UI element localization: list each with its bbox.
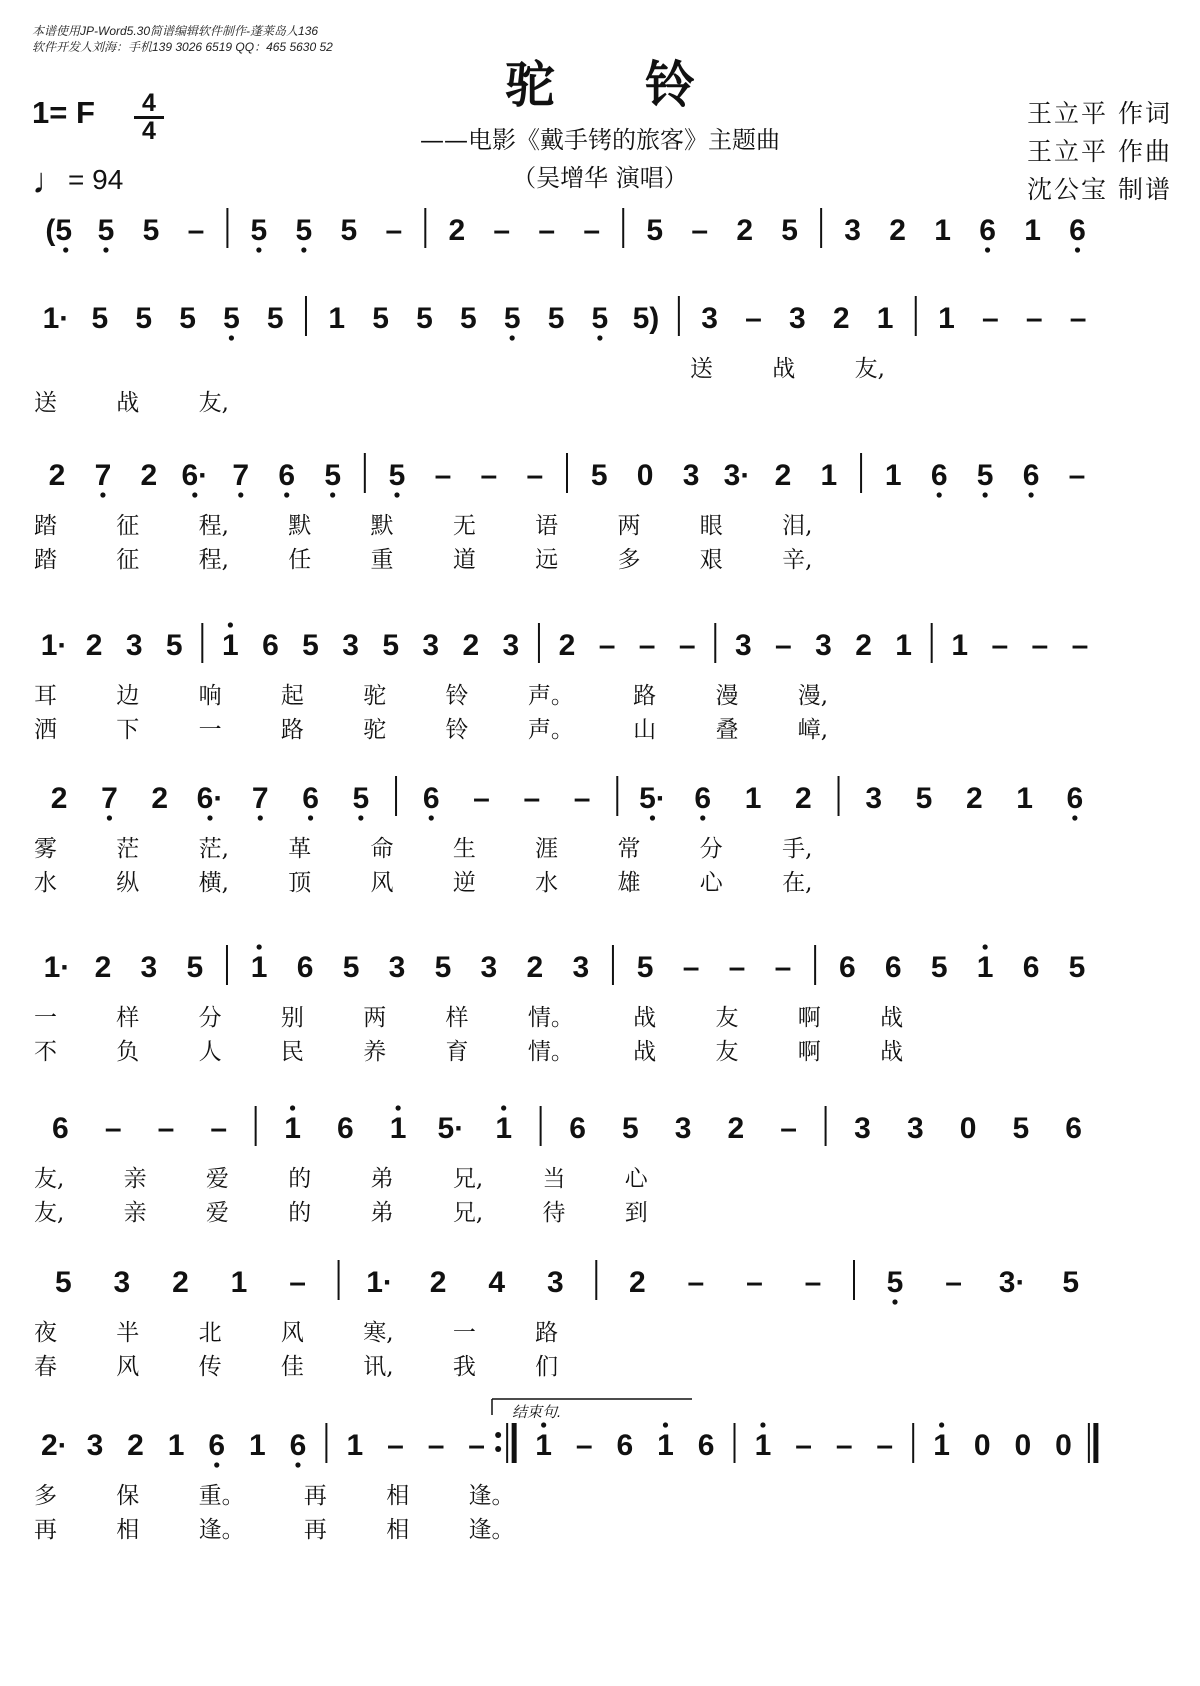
notator-credit: 沈公宝 制谱 (1027, 175, 1172, 204)
note: 5 (434, 951, 452, 984)
note: – (434, 459, 452, 492)
low-octave-dot (301, 247, 306, 252)
note: 6 (697, 1429, 715, 1462)
note: 2· (40, 1429, 68, 1462)
note: 3 (125, 629, 143, 662)
note: 5 (165, 629, 183, 662)
note: 1 (895, 629, 912, 662)
note: 3 (701, 302, 718, 335)
note: 5 (1062, 1266, 1080, 1299)
note: – (945, 1266, 962, 1299)
note: – (876, 1429, 894, 1462)
note: 5 (91, 302, 109, 335)
note: 6· (181, 459, 209, 492)
note: 6 (422, 782, 440, 815)
lyric-verse1: 友, 亲 爱 的 弟 兄, 当 心 (34, 1166, 648, 1192)
note: 6 (52, 1112, 69, 1145)
note: – (480, 459, 498, 492)
note: 2 (965, 782, 983, 815)
lyric-verse1: 耳 边 响 起 驼 铃 声。 路 漫 漫, (34, 683, 829, 709)
low-octave-dot (295, 1462, 300, 1467)
note: 1· (366, 1266, 393, 1299)
low-octave-dot (308, 815, 313, 820)
time-signature-bottom: 4 (142, 117, 156, 145)
note: 6 (208, 1429, 226, 1462)
note: 5 (295, 214, 313, 247)
note: – (795, 1429, 812, 1462)
note: – (687, 1266, 705, 1299)
note: – (728, 951, 746, 984)
note: 3 (844, 214, 861, 247)
note: 4 (488, 1266, 506, 1299)
note: 2 (140, 459, 158, 492)
note: 2 (628, 1266, 646, 1299)
lyric-verse2: 友, 亲 爱 的 弟 兄, 待 到 (34, 1200, 648, 1226)
note: 3 (674, 1112, 692, 1145)
note: 5 (590, 459, 608, 492)
note: – (583, 214, 601, 247)
note: 5) (632, 302, 660, 335)
note: 2 (172, 1266, 189, 1299)
note: 5 (179, 302, 196, 335)
high-octave-dot (939, 1422, 944, 1427)
note: 3 (865, 782, 883, 815)
song-title: 驼铃 (505, 56, 785, 114)
note: 2 (48, 459, 66, 492)
note: 5 (930, 951, 948, 984)
note: 5 (266, 302, 284, 335)
note: 1 (284, 1112, 301, 1145)
note: 6 (296, 951, 314, 984)
note: 1 (938, 302, 955, 335)
note: – (774, 951, 792, 984)
note: 5 (352, 782, 370, 815)
note: 1 (884, 459, 902, 492)
note: 5 (621, 1112, 639, 1145)
note: 1 (167, 1429, 185, 1462)
note: 6 (1022, 951, 1040, 984)
note: – (682, 951, 700, 984)
low-octave-dot (1072, 815, 1077, 820)
low-octave-dot (330, 492, 335, 497)
note: 6 (930, 459, 948, 492)
note: 5 (1012, 1112, 1030, 1145)
lyric-verse1: 送 战 友, (690, 356, 885, 382)
low-octave-dot (192, 492, 197, 497)
composer-credit: 王立平 作曲 (1027, 137, 1172, 166)
low-octave-dot (63, 247, 68, 252)
note: 1 (933, 1429, 950, 1462)
low-octave-dot (229, 335, 234, 340)
note: 5 (886, 1266, 904, 1299)
note: 5 (416, 302, 433, 335)
note: 5 (340, 214, 358, 247)
high-octave-dot (760, 1422, 765, 1427)
note: 2 (526, 951, 544, 984)
note: – (638, 629, 656, 662)
low-octave-dot (238, 492, 243, 497)
note: 3· (723, 459, 751, 492)
note: 5 (781, 214, 798, 247)
note: – (473, 782, 490, 815)
note: 1· (42, 302, 70, 335)
note: 5 (223, 302, 240, 335)
note: 2 (558, 629, 576, 662)
note: 3 (113, 1266, 131, 1299)
note: 7 (101, 782, 118, 815)
note: 5 (646, 214, 664, 247)
note: 1· (40, 629, 68, 662)
note: 1 (328, 302, 346, 335)
note: 1 (535, 1429, 552, 1462)
note: 3· (998, 1266, 1026, 1299)
note: 1 (934, 214, 951, 247)
note: 0 (959, 1112, 977, 1145)
low-octave-dot (892, 1299, 897, 1304)
note: – (573, 782, 591, 815)
note: – (678, 629, 696, 662)
note: 1 (951, 629, 969, 662)
low-octave-dot (983, 492, 988, 497)
note: 5 (503, 302, 521, 335)
note: – (210, 1112, 228, 1145)
note: – (427, 1429, 445, 1462)
low-octave-dot (103, 247, 108, 252)
note: 7 (94, 459, 112, 492)
tempo-value: = 94 (68, 164, 124, 195)
low-octave-dot (258, 815, 263, 820)
low-octave-dot (510, 335, 515, 340)
note: 6 (694, 782, 712, 815)
note: 3 (546, 1266, 564, 1299)
note: 6 (278, 459, 296, 492)
note: 6 (337, 1112, 354, 1145)
note: 5 (459, 302, 477, 335)
lyric-verse1: 雾 茫 茫, 革 命 生 涯 常 分 手, (34, 836, 813, 862)
high-octave-dot (541, 1422, 546, 1427)
note: 1 (876, 302, 894, 335)
note: 2 (774, 459, 792, 492)
note: 3 (734, 629, 752, 662)
note: 5 (142, 214, 160, 247)
note: 5 (382, 629, 400, 662)
note: 2 (794, 782, 812, 815)
note: 5 (547, 302, 565, 335)
note: – (104, 1112, 122, 1145)
note: 7 (232, 459, 250, 492)
note: – (691, 214, 709, 247)
low-octave-dot (429, 815, 434, 820)
note: 6 (262, 629, 279, 662)
lyric-verse2: 洒 下 一 路 驼 铃 声。 山 叠 嶂, (34, 717, 829, 743)
note: 1 (1016, 782, 1033, 815)
note: 2 (448, 214, 466, 247)
low-octave-dot (985, 247, 990, 252)
note: (5 (45, 214, 73, 247)
note: 5 (135, 302, 153, 335)
ending-label: 结束句. (512, 1404, 562, 1421)
note: 2 (151, 782, 169, 815)
quarter-note-icon: ♩ (32, 160, 68, 201)
note: 0 (973, 1429, 991, 1462)
note: 2 (727, 1112, 745, 1145)
note: 0 (1055, 1429, 1072, 1462)
note: – (157, 1112, 175, 1145)
note: – (835, 1429, 853, 1462)
note: 5· (639, 782, 666, 815)
note: 5 (97, 214, 115, 247)
note: 0 (636, 459, 654, 492)
note: 3 (388, 951, 406, 984)
low-octave-dot (1028, 492, 1033, 497)
note: 3 (815, 629, 832, 662)
note: – (385, 214, 403, 247)
high-octave-dot (501, 1105, 506, 1110)
note: 3 (86, 1429, 104, 1462)
high-octave-dot (228, 622, 233, 627)
note: 2 (855, 629, 872, 662)
note: – (1031, 629, 1049, 662)
low-octave-dot (937, 492, 942, 497)
lyric-verse2: 踏 征 程, 任 重 道 远 多 艰 辛, (34, 547, 813, 573)
note: 2 (736, 214, 754, 247)
note: – (1025, 302, 1043, 335)
lyric-verse2: 再 相 逢。 再 相 逢。 (34, 1517, 515, 1543)
low-octave-dot (597, 335, 602, 340)
note: 2 (94, 951, 112, 984)
lyric-verse2: 春 风 传 佳 讯, 我 们 (34, 1354, 559, 1380)
note: 1 (230, 1266, 248, 1299)
note: 5 (302, 629, 319, 662)
note: 3 (342, 629, 359, 662)
note: 6 (1066, 782, 1084, 815)
note: 2 (127, 1429, 144, 1462)
note: 1 (250, 951, 268, 984)
note: 3 (422, 629, 440, 662)
note: 5 (915, 782, 933, 815)
note: – (538, 214, 556, 247)
note: 1· (43, 951, 71, 984)
note: – (387, 1429, 404, 1462)
note: 2 (429, 1266, 447, 1299)
note: – (526, 459, 544, 492)
note: 6 (1065, 1112, 1082, 1145)
note: 6 (1022, 459, 1040, 492)
note: – (804, 1266, 822, 1299)
note: – (289, 1266, 306, 1299)
high-octave-dot (663, 1422, 668, 1427)
note: 5 (372, 302, 389, 335)
note: – (493, 214, 511, 247)
low-octave-dot (107, 815, 112, 820)
singer-credit: （吴增华 演唱） (512, 164, 688, 192)
lyric-verse1: 多 保 重。 再 相 逢。 (34, 1483, 515, 1509)
low-octave-dot (650, 815, 655, 820)
low-octave-dot (358, 815, 363, 820)
low-octave-dot (394, 492, 399, 497)
note: 1 (389, 1112, 407, 1145)
lyric-verse1: 一 样 分 别 两 样 情。 战 友 啊 战 (34, 1005, 904, 1031)
note: 5 (186, 951, 204, 984)
note: 2 (50, 782, 68, 815)
note: 1 (744, 782, 762, 815)
note: 5 (976, 459, 994, 492)
note: – (1071, 629, 1089, 662)
low-octave-dot (284, 492, 289, 497)
note: 1 (346, 1429, 364, 1462)
high-octave-dot (290, 1105, 295, 1110)
lyric-verse2: 不 负 人 民 养 育 情。 战 友 啊 战 (34, 1039, 904, 1065)
note: – (575, 1429, 593, 1462)
note: 2 (832, 302, 850, 335)
note: 6 (979, 214, 996, 247)
note: 6 (289, 1429, 307, 1462)
note: 3 (502, 629, 520, 662)
note: – (187, 214, 205, 247)
note: – (775, 629, 792, 662)
note: 1 (820, 459, 838, 492)
repeat-dot (495, 1446, 501, 1452)
note: 3 (572, 951, 590, 984)
note: 6 (616, 1429, 634, 1462)
low-octave-dot (256, 247, 261, 252)
note: 7 (251, 782, 269, 815)
lyric-verse1: 踏 征 程, 默 默 无 语 两 眼 泪, (34, 513, 813, 539)
note: 2 (462, 629, 480, 662)
note: 5 (591, 302, 609, 335)
note: – (746, 1266, 763, 1299)
high-octave-dot (257, 944, 262, 949)
note: 6 (302, 782, 319, 815)
note: 0 (1014, 1429, 1032, 1462)
note: – (780, 1112, 797, 1145)
note: 1 (976, 951, 994, 984)
high-octave-dot (983, 944, 988, 949)
software-credit-line-2: 软件开发人刘海：手机139 3026 6519 QQ：465 5630 52 (32, 40, 333, 54)
note: 6 (884, 951, 902, 984)
low-octave-dot (700, 815, 705, 820)
note: 5 (54, 1266, 72, 1299)
note: 1 (657, 1429, 674, 1462)
note: 1 (754, 1429, 772, 1462)
low-octave-dot (207, 815, 212, 820)
repeat-dot (495, 1432, 501, 1438)
note: 5 (1068, 951, 1086, 984)
note: – (745, 302, 762, 335)
time-signature-top: 4 (142, 89, 156, 117)
note: – (1069, 302, 1087, 335)
note: 3 (140, 951, 158, 984)
high-octave-dot (396, 1105, 401, 1110)
note: – (981, 302, 999, 335)
note: 5 (342, 951, 360, 984)
note: 1 (249, 1429, 266, 1462)
note: – (523, 782, 541, 815)
note: 2 (889, 214, 906, 247)
note: 1 (222, 629, 239, 662)
lyric-verse2: 水 纵 横, 顶 风 逆 水 雄 心 在, (34, 870, 813, 896)
note: 5 (636, 951, 654, 984)
note: 5 (388, 459, 406, 492)
lyric-verse1: 夜 半 北 风 寒, 一 路 (34, 1320, 559, 1346)
note: 3 (480, 951, 498, 984)
software-credit-line-1: 本谱使用JP-Word5.30简谱编辑软件制作-蓬莱岛人136 (32, 24, 319, 38)
low-octave-dot (214, 1462, 219, 1467)
note: – (1068, 459, 1086, 492)
note: 3 (682, 459, 700, 492)
note: 6· (196, 782, 224, 815)
note: 6 (838, 951, 856, 984)
note: 5 (324, 459, 342, 492)
note: 1 (1024, 214, 1041, 247)
note: 3 (854, 1112, 871, 1145)
note: 6 (569, 1112, 586, 1145)
note: 1 (495, 1112, 513, 1145)
note: 6 (1069, 214, 1086, 247)
note: 3 (906, 1112, 924, 1145)
low-octave-dot (1075, 247, 1080, 252)
key-signature: 1= F (32, 95, 95, 130)
note: – (468, 1429, 485, 1462)
low-octave-dot (100, 492, 105, 497)
song-subtitle: ——电影《戴手铐的旅客》主题曲 (420, 126, 780, 154)
note: – (598, 629, 616, 662)
note: 5 (250, 214, 268, 247)
lyric-verse2: 送 战 友, (34, 390, 229, 416)
note: 3 (788, 302, 806, 335)
note: – (991, 629, 1009, 662)
note: 5· (437, 1112, 465, 1145)
lyricist-credit: 王立平 作词 (1027, 99, 1172, 128)
note: 2 (85, 629, 103, 662)
